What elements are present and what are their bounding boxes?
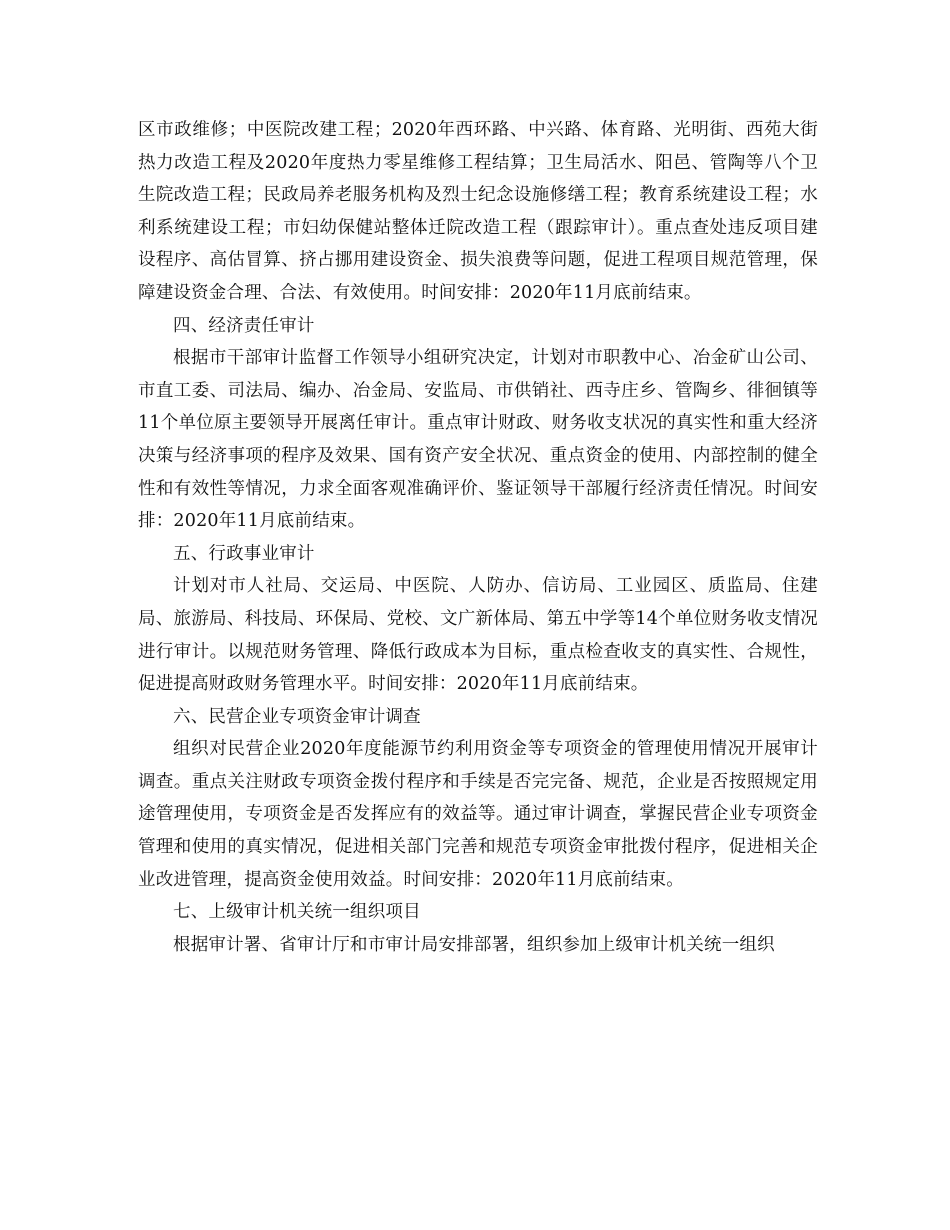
section-heading-superior-audit-projects: 七、上级审计机关统一组织项目 <box>173 902 421 923</box>
document-body <box>138 114 818 961</box>
paragraph-economic-responsibility: 根据市干部审计监督工作领导小组研究决定，计划对市职教中心、冶金矿山公司、市直工委、司法局、编办、冶金局、安监局、市供销社、西寺庄乡、管陶乡、徘徊镇等11个单位原主要领导开展离任审计。重点审计财政、财务收支状况的真实性和重大经济决策与经济事项的程序及效果、国有资产安全状况、重点资金的使用、内部控制的健全性和有效性等情况，力求全面客观准确评价、鉴证领导干部履行经济责任情况。时间安排：2020年11月底前结束。 <box>138 348 818 532</box>
paragraph-continuation: 区市政维修；中医院改建工程；2020年西环路、中兴路、体育路、光明街、西苑大街热力改造工程及2020年度热力零星维修工程结算；卫生局活水、阳邑、管陶等八个卫生院改造工程；民政局养老服务机构及烈士纪念设施修缮工程；教育系统建设工程；水利系统建设工程；市妇幼保健站整体迁院改造工程（跟踪审计）。重点查处违反项目建设程序、高估冒算、挤占挪用建设资金、损失浪费等问题，促进工程项目规范管理，保障建设资金合理、合法、有效使用。时间安排：2020年11月底前结束。 <box>138 120 818 303</box>
section-heading-economic-responsibility-audit: 四、经济责任审计 <box>173 315 315 336</box>
paragraph-superior-audit: 根据审计署、省审计厅和市审计局安排部署，组织参加上级审计机关统一组织 <box>173 934 775 955</box>
paragraph-private-enterprise: 组织对民营企业2020年度能源节约利用资金等专项资金的管理使用情况开展审计调查。重点关注财政专项资金拨付程序和手续是否完完备、规范，企业是否按照规定用途管理使用，专项资金是否发挥应有的效益等。通过审计调查，掌握民营企业专项资金管理和使用的真实情况，促进相关部门完善和规范专项资金审批拨付程序，促进相关企业改进管理，提高资金使用效益。时间安排：2020年11月底前结束。 <box>138 739 818 890</box>
section-heading-administrative-audit: 五、行政事业审计 <box>173 543 315 564</box>
section-heading-private-enterprise-audit: 六、民营企业专项资金审计调查 <box>173 706 421 727</box>
paragraph-administrative: 计划对市人社局、交运局、中医院、人防办、信访局、工业园区、质监局、住建局、旅游局、科技局、环保局、党校、文广新体局、第五中学等14个单位财务收支情况进行审计。以规范财务管理、降低行政成本为目标，重点检查收支的真实性、合规性，促进提高财政财务管理水平。时间安排：2020年11月底前结束。 <box>138 576 818 695</box>
